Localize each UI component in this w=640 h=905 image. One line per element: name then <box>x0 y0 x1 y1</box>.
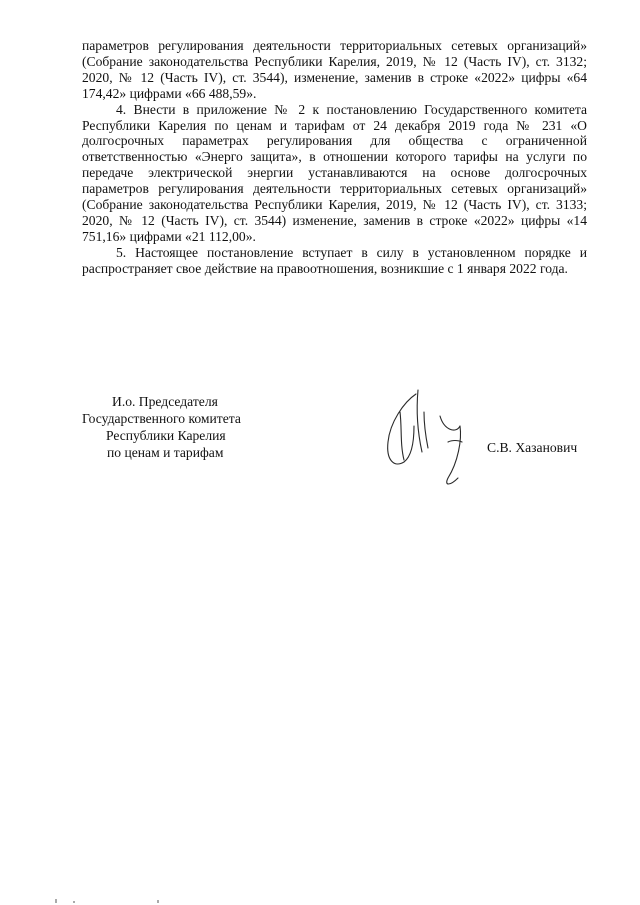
scan-artifact <box>54 898 184 904</box>
signatory-name: С.В. Хазанович <box>487 440 578 455</box>
signatory-title-line-2: Государственного комитета <box>82 411 241 426</box>
paragraph-5: 5. Настоящее постановление вступает в силу в установленном порядке и распространяет свое действие на правоотношения, возникшие с 1 января 2022 года. <box>82 244 587 276</box>
signatory-title-line-1: И.о. Председателя <box>112 394 218 409</box>
signatory-title-line-4: по ценам и тарифам <box>107 445 224 460</box>
document-body <box>82 38 587 277</box>
handwritten-signature <box>378 382 498 492</box>
paragraph-continuation: параметров регулирования деятельности территориальных сетевых организаций» (Собрание законодательства Республики Карелия, 2019, № 12 (Часть IV), ст. 3132; 2020, № 12 (Часть IV), ст. 3544), изменение, заменив в строке «2022» цифры «64 174,42» цифрами «66 488,59». <box>82 38 587 101</box>
paragraph-4: 4. Внести в приложение № 2 к постановлению Государственного комитета Республики Карелия по ценам и тарифам от 24 декабря 2019 года № 231 «О долгосрочных параметрах регулирования для общества с ограниченной ответственностью «Энерго защита», в отношении которого тарифы на услуги по передаче электрической энергии устанавливаются на основе долгосрочных параметров регулирования деятельности территориальных сетевых организаций» (Собрание законодательства Республики Карелия, 2019, № 12 (Часть IV), ст. 3133; 2020, № 12 (Часть IV), ст. 3544) изменение, заменив в строке «2022» цифры «14 751,16» цифрами «21 112,00». <box>82 101 587 244</box>
signatory-title-line-3: Республики Карелия <box>106 428 226 443</box>
